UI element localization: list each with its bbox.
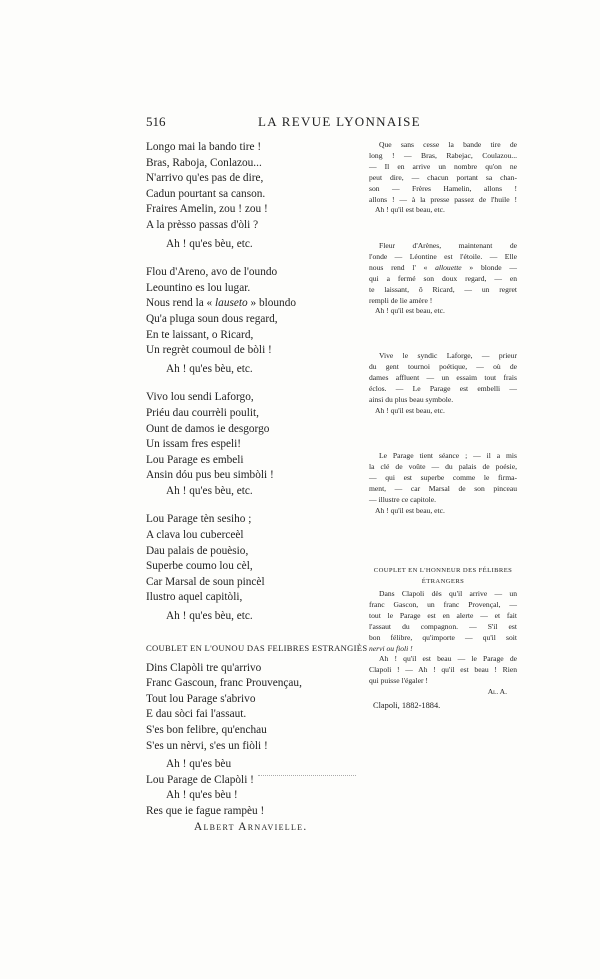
stanza-2 xyxy=(146,265,366,377)
translation-italic: nervi ou fioli ! xyxy=(369,643,413,653)
translation-heading: ÉTRANGERS xyxy=(421,578,465,585)
translation-line: dames affluent — un essaim tout frais xyxy=(369,372,517,382)
stanza-4 xyxy=(146,512,366,624)
translation-block-1 xyxy=(369,140,517,216)
verse-line: Lou Parage tèn sesiho ; xyxy=(146,513,252,526)
refrain-line: Ah ! qu'es bèu xyxy=(166,758,232,771)
refrain-line: Lou Parage de Clapòli ! xyxy=(146,773,254,786)
translator-initials: Al. A. xyxy=(487,687,507,697)
verse-line: Dau palais de pouèsio, xyxy=(146,544,249,557)
verse-line: Cadun pourtant sa canson. xyxy=(146,187,266,200)
translation-line: l'onde — Léontine est l'étoile. — Elle xyxy=(369,251,517,261)
refrain-line: Ah ! qu'es bèu, etc. xyxy=(166,610,253,623)
translation-refrain: Ah ! qu'il est beau, etc. xyxy=(375,505,445,515)
verse-line: E dau sòci fai l'assaut. xyxy=(146,708,247,721)
verse-line: Flou d'Areno, avo de l'oundo xyxy=(146,266,278,279)
translation-block-4 xyxy=(369,451,517,516)
verse-line: Franc Gascoun, franc Prouvençau, xyxy=(146,677,302,690)
verse-line: Car Marsal de soun pincèl xyxy=(146,575,265,588)
verse-line: Ilustro aquel capitòli, xyxy=(146,591,243,604)
translation-refrain: qui puisse l'égaler ! xyxy=(369,676,428,686)
translation-line: Dans Clapoli dès qu'il arrive — un xyxy=(379,589,517,598)
translation-block-2 xyxy=(369,241,517,317)
translation-line: nous rend l' « allouette » blonde — xyxy=(369,262,517,272)
verse-line: Priéu dau courrèli poulit, xyxy=(146,406,259,419)
translation-line: bon félibre, qu'importe — qu'il soit xyxy=(369,632,517,642)
verse-line: S'es un nèrvi, s'es un fiòli ! xyxy=(146,739,268,752)
translation-line: Le Parage tient séance ; — il a mis xyxy=(379,451,517,460)
translation-line: — Il en arrive un nombre qu'on ne xyxy=(369,161,517,171)
verse-line: Superbe coumo lou cèl, xyxy=(146,560,253,573)
translation-refrain: Ah ! qu'il est beau — le Parage de xyxy=(379,654,517,664)
translation-line xyxy=(369,644,517,655)
poem-column xyxy=(146,140,366,835)
verse-line: Lou Parage es embeli xyxy=(146,453,244,466)
verse-line: En te laissant, o Ricard, xyxy=(146,328,254,341)
page-number: 516 xyxy=(146,114,166,129)
translation-coublet xyxy=(369,565,517,712)
translation-line: ment, — car Marsal de son pinceau xyxy=(369,483,517,493)
translation-line: franc Gascon, un franc Provençal, — xyxy=(369,599,517,609)
translation-line: rempli de lie amère ! xyxy=(369,295,433,305)
verse-line: Vivo lou sendi Laforgo, xyxy=(146,391,254,404)
verse-line: Dins Clapòli tre qu'arrivo xyxy=(146,661,262,674)
translation-line: long ! — Bras, Rabejac, Coulazou... xyxy=(369,150,517,160)
translation-heading: COUPLET EN L'HONNEUR DES FÉLIBRES xyxy=(373,567,513,574)
verse-line: Bras, Raboja, Conlazou... xyxy=(146,156,262,169)
translation-line: du gent tournoi poétique, — où de xyxy=(369,361,517,371)
translation-line: peut dire, — chacun portant sa chan- xyxy=(369,172,517,182)
translation-line: te laissant, ô Ricard, — un regret xyxy=(369,284,517,294)
verse-line: Un issam fres espeli! xyxy=(146,438,242,451)
refrain-line: Ah ! qu'es bèu, etc. xyxy=(166,362,253,375)
translation-line: Que sans cesse la bande tire de xyxy=(379,140,517,149)
verse-line: Un regrèt coumoul de bòli ! xyxy=(146,344,272,357)
verse-line: N'arrivo qu'es pas de dire, xyxy=(146,172,264,185)
stanza-1 xyxy=(146,140,366,252)
stanza-3 xyxy=(146,390,366,499)
verse-line: A clava lou cuberceèl xyxy=(146,529,244,542)
verse-line: Longo mai la bando tire ! xyxy=(146,141,262,153)
translation-line: allons ! — à la presse passez de l'huile ! xyxy=(369,194,517,204)
verse-line: A la prèsso passas d'òli ? xyxy=(146,218,259,231)
coublet-heading: COUBLET EN L'OUNOU DAS FELIBRES ESTRANGIÈS xyxy=(146,642,368,653)
verse-line: S'es bon felibre, qu'enchau xyxy=(146,724,267,736)
footer-rule xyxy=(258,775,356,776)
running-title: LA REVUE LYONNAISE xyxy=(258,114,421,129)
translation-line: — illustre ce capitole. xyxy=(369,494,437,504)
translation-line: son — Frères Hamelin, allons ! xyxy=(369,183,517,193)
author-signature: Albert Arnavielle. xyxy=(194,820,308,833)
translation-line: — qui est superbe comme le firma- xyxy=(369,472,517,482)
translation-refrain: Ah ! qu'il est beau, etc. xyxy=(375,205,445,215)
verse-line: Ansin dóu pus beu simbòli ! xyxy=(146,469,274,482)
translation-refrain: Clapoli ! — Ah ! qu'il est beau ! Rien xyxy=(369,665,517,675)
verse-line: Nous rend la « lauseto » bloundo xyxy=(146,297,296,310)
translation-line: qui a fermé son doux regard, — en xyxy=(369,273,517,283)
translation-refrain: Ah ! qu'il est beau, etc. xyxy=(375,306,445,316)
translation-line: tout le Parage est en alerte — et fait xyxy=(369,610,517,620)
verse-line: Tout lou Parage s'abrivo xyxy=(146,692,256,705)
translation-refrain: Ah ! qu'il est beau, etc. xyxy=(375,405,445,415)
translation-line: Fleur d'Arènes, maintenant de xyxy=(379,241,517,250)
translation-line: l'assaut du compagnon. — S'il est xyxy=(369,621,517,631)
translation-line: éclos. — Le Parage est embelli — xyxy=(369,383,517,393)
refrain-line: Ah ! qu'es bèu, etc. xyxy=(166,484,253,497)
verse-line: Ount de damos ie desgorgo xyxy=(146,422,270,435)
translation-block-3 xyxy=(369,351,517,416)
translation-line: la clé de voûte — du palais de poésie, xyxy=(369,461,517,471)
verse-line: Qu'a pluga soun dous regard, xyxy=(146,312,278,325)
verse-line: Leountino es lou lugar. xyxy=(146,281,251,294)
verse-line: Res que ie fague rampèu ! xyxy=(146,804,265,817)
verse-line: Fraires Amelin, zou ! zou ! xyxy=(146,203,268,216)
refrain-line: Ah ! qu'es bèu, etc. xyxy=(166,237,253,250)
refrain-line: Ah ! qu'es bèu ! xyxy=(166,789,238,802)
translation-line: Vive le syndic Laforge, — prieur xyxy=(379,351,517,360)
coublet-stanza xyxy=(146,661,366,820)
place-date: Clapoli, 1882-1884. xyxy=(373,701,441,711)
translation-line: ainsi du plus beau symbole. xyxy=(369,394,454,404)
